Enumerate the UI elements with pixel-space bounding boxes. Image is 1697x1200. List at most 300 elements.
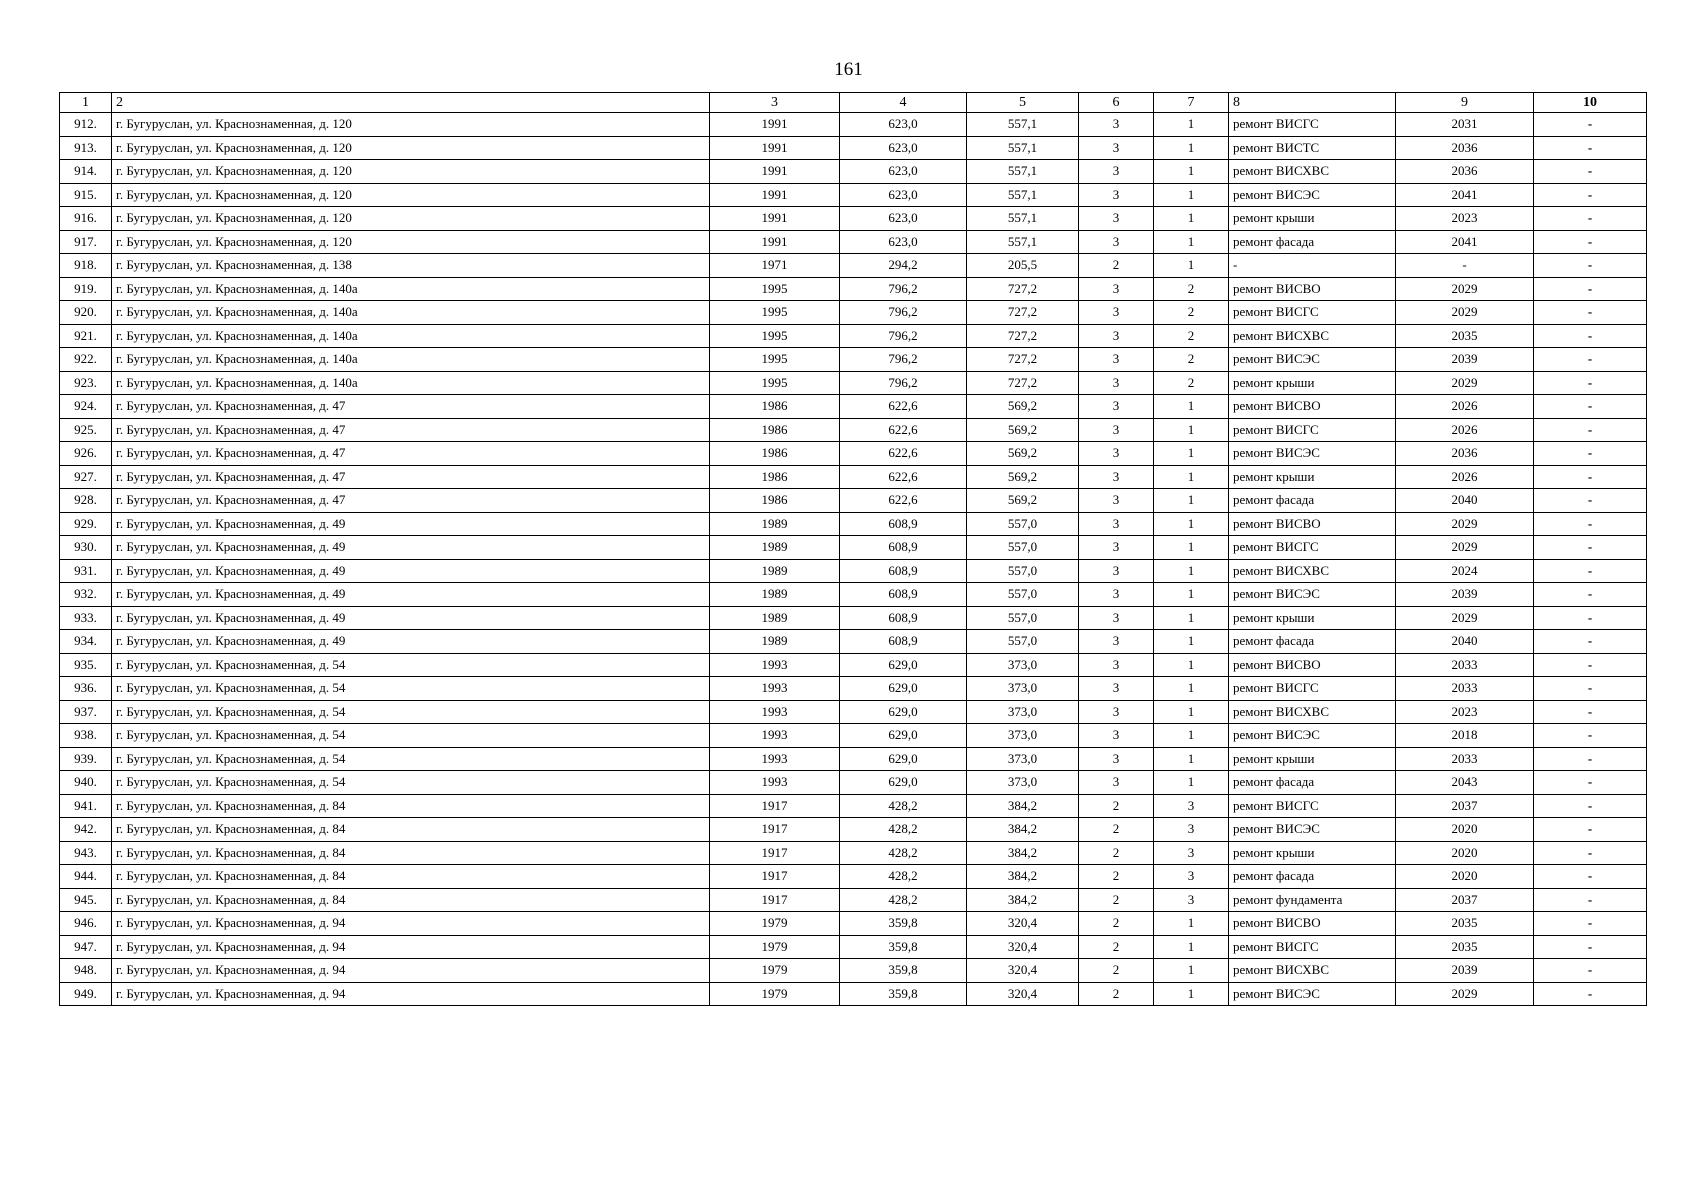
work-type-cell: ремонт крыши [1229,371,1396,395]
table-row [60,771,1647,795]
table-row [60,841,1647,865]
total-area-cell: 359,8 [840,935,967,959]
year-built-cell: 1993 [710,653,840,677]
total-area-cell: 622,6 [840,442,967,466]
table-row [60,865,1647,889]
address-cell: г. Бугуруслан, ул. Краснознаменная, д. 140а [112,301,710,325]
col10-cell: - [1534,183,1647,207]
table-row [60,371,1647,395]
table-row [60,700,1647,724]
planned-year-cell: 2018 [1396,724,1534,748]
table-row [60,982,1647,1006]
year-built-cell: 1989 [710,512,840,536]
row-number-cell: 923. [60,371,112,395]
row-number-cell: 935. [60,653,112,677]
entrances-cell: 2 [1154,277,1229,301]
work-type-cell: ремонт ВИСГС [1229,677,1396,701]
planned-year-cell: 2039 [1396,583,1534,607]
col10-cell: - [1534,113,1647,137]
row-number-cell: 930. [60,536,112,560]
col10-cell: - [1534,136,1647,160]
col10-cell: - [1534,606,1647,630]
living-area-cell: 373,0 [967,700,1079,724]
planned-year-cell: 2029 [1396,606,1534,630]
table-row [60,442,1647,466]
year-built-cell: 1979 [710,959,840,983]
address-cell: г. Бугуруслан, ул. Краснознаменная, д. 84 [112,794,710,818]
planned-year-cell: 2029 [1396,536,1534,560]
planned-year-cell: 2020 [1396,841,1534,865]
header-cell-col-planned-year: 9 [1396,93,1534,113]
entrances-cell: 2 [1154,348,1229,372]
address-cell: г. Бугуруслан, ул. Краснознаменная, д. 47 [112,418,710,442]
year-built-cell: 1993 [710,724,840,748]
total-area-cell: 428,2 [840,818,967,842]
col10-cell: - [1534,653,1647,677]
header-cell-col-floors: 6 [1079,93,1154,113]
living-area-cell: 727,2 [967,371,1079,395]
header-cell-col-col10: 10 [1534,93,1647,113]
year-built-cell: 1989 [710,583,840,607]
floors-cell: 2 [1079,982,1154,1006]
floors-cell: 2 [1079,254,1154,278]
row-number-cell: 918. [60,254,112,278]
work-type-cell: ремонт ВИСВО [1229,512,1396,536]
work-type-cell: ремонт ВИСЭС [1229,818,1396,842]
year-built-cell: 1979 [710,912,840,936]
floors-cell: 3 [1079,207,1154,231]
total-area-cell: 796,2 [840,371,967,395]
living-area-cell: 727,2 [967,301,1079,325]
planned-year-cell: 2041 [1396,230,1534,254]
entrances-cell: 2 [1154,324,1229,348]
total-area-cell: 608,9 [840,559,967,583]
table-row [60,536,1647,560]
living-area-cell: 320,4 [967,935,1079,959]
address-cell: г. Бугуруслан, ул. Краснознаменная, д. 47 [112,395,710,419]
work-type-cell: ремонт фундамента [1229,888,1396,912]
year-built-cell: 1989 [710,559,840,583]
work-type-cell: ремонт ВИСХВС [1229,959,1396,983]
planned-year-cell: 2036 [1396,136,1534,160]
work-type-cell: ремонт ВИСТС [1229,136,1396,160]
row-number-cell: 947. [60,935,112,959]
work-type-cell: ремонт крыши [1229,606,1396,630]
row-number-cell: 934. [60,630,112,654]
work-type-cell: ремонт ВИСГС [1229,113,1396,137]
living-area-cell: 373,0 [967,771,1079,795]
floors-cell: 2 [1079,794,1154,818]
row-number-cell: 933. [60,606,112,630]
planned-year-cell: 2036 [1396,160,1534,184]
year-built-cell: 1993 [710,677,840,701]
row-number-cell: 921. [60,324,112,348]
floors-cell: 3 [1079,489,1154,513]
table-row [60,348,1647,372]
col10-cell: - [1534,418,1647,442]
row-number-cell: 928. [60,489,112,513]
entrances-cell: 3 [1154,794,1229,818]
living-area-cell: 557,0 [967,606,1079,630]
row-number-cell: 943. [60,841,112,865]
col10-cell: - [1534,254,1647,278]
header-cell-col-living-area: 5 [967,93,1079,113]
floors-cell: 3 [1079,442,1154,466]
planned-year-cell: 2037 [1396,794,1534,818]
living-area-cell: 205,5 [967,254,1079,278]
address-cell: г. Бугуруслан, ул. Краснознаменная, д. 138 [112,254,710,278]
address-cell: г. Бугуруслан, ул. Краснознаменная, д. 84 [112,865,710,889]
planned-year-cell: 2026 [1396,418,1534,442]
address-cell: г. Бугуруслан, ул. Краснознаменная, д. 54 [112,653,710,677]
planned-year-cell: 2029 [1396,512,1534,536]
row-number-cell: 915. [60,183,112,207]
total-area-cell: 359,8 [840,912,967,936]
entrances-cell: 1 [1154,912,1229,936]
floors-cell: 3 [1079,465,1154,489]
living-area-cell: 727,2 [967,277,1079,301]
work-type-cell: ремонт ВИСЭС [1229,982,1396,1006]
work-type-cell: ремонт ВИСХВС [1229,559,1396,583]
entrances-cell: 1 [1154,700,1229,724]
address-cell: г. Бугуруслан, ул. Краснознаменная, д. 140а [112,324,710,348]
year-built-cell: 1989 [710,630,840,654]
entrances-cell: 1 [1154,606,1229,630]
table-row [60,653,1647,677]
living-area-cell: 373,0 [967,747,1079,771]
row-number-cell: 917. [60,230,112,254]
col10-cell: - [1534,489,1647,513]
table-row [60,959,1647,983]
col10-cell: - [1534,818,1647,842]
table-row [60,160,1647,184]
year-built-cell: 1991 [710,113,840,137]
row-number-cell: 936. [60,677,112,701]
work-type-cell: ремонт ВИСВО [1229,653,1396,677]
total-area-cell: 359,8 [840,982,967,1006]
table-row [60,935,1647,959]
table-row [60,747,1647,771]
floors-cell: 3 [1079,512,1154,536]
living-area-cell: 384,2 [967,841,1079,865]
living-area-cell: 320,4 [967,982,1079,1006]
work-type-cell: ремонт фасада [1229,865,1396,889]
entrances-cell: 1 [1154,724,1229,748]
row-number-cell: 931. [60,559,112,583]
table-row [60,183,1647,207]
row-number-cell: 914. [60,160,112,184]
address-cell: г. Бугуруслан, ул. Краснознаменная, д. 120 [112,207,710,231]
total-area-cell: 608,9 [840,512,967,536]
living-area-cell: 373,0 [967,653,1079,677]
living-area-cell: 557,0 [967,536,1079,560]
work-type-cell: ремонт крыши [1229,465,1396,489]
col10-cell: - [1534,160,1647,184]
work-type-cell: ремонт ВИСХВС [1229,160,1396,184]
row-number-cell: 927. [60,465,112,489]
address-cell: г. Бугуруслан, ул. Краснознаменная, д. 140а [112,348,710,372]
floors-cell: 3 [1079,230,1154,254]
address-cell: г. Бугуруслан, ул. Краснознаменная, д. 49 [112,512,710,536]
address-cell: г. Бугуруслан, ул. Краснознаменная, д. 47 [112,465,710,489]
entrances-cell: 1 [1154,959,1229,983]
planned-year-cell: 2043 [1396,771,1534,795]
work-type-cell: ремонт ВИСГС [1229,794,1396,818]
col10-cell: - [1534,771,1647,795]
year-built-cell: 1995 [710,277,840,301]
total-area-cell: 629,0 [840,677,967,701]
entrances-cell: 2 [1154,301,1229,325]
floors-cell: 2 [1079,912,1154,936]
entrances-cell: 1 [1154,113,1229,137]
entrances-cell: 1 [1154,254,1229,278]
year-built-cell: 1991 [710,230,840,254]
table-row [60,418,1647,442]
entrances-cell: 1 [1154,653,1229,677]
total-area-cell: 629,0 [840,653,967,677]
floors-cell: 2 [1079,841,1154,865]
address-cell: г. Бугуруслан, ул. Краснознаменная, д. 47 [112,489,710,513]
living-area-cell: 557,0 [967,512,1079,536]
planned-year-cell: - [1396,254,1534,278]
floors-cell: 3 [1079,583,1154,607]
living-area-cell: 727,2 [967,348,1079,372]
planned-year-cell: 2026 [1396,465,1534,489]
address-cell: г. Бугуруслан, ул. Краснознаменная, д. 49 [112,606,710,630]
planned-year-cell: 2029 [1396,982,1534,1006]
living-area-cell: 557,1 [967,207,1079,231]
floors-cell: 3 [1079,160,1154,184]
total-area-cell: 796,2 [840,277,967,301]
col10-cell: - [1534,700,1647,724]
col10-cell: - [1534,371,1647,395]
col10-cell: - [1534,559,1647,583]
table-row [60,395,1647,419]
floors-cell: 3 [1079,136,1154,160]
living-area-cell: 557,1 [967,113,1079,137]
address-cell: г. Бугуруслан, ул. Краснознаменная, д. 94 [112,982,710,1006]
total-area-cell: 622,6 [840,418,967,442]
address-cell: г. Бугуруслан, ул. Краснознаменная, д. 84 [112,818,710,842]
row-number-cell: 941. [60,794,112,818]
living-area-cell: 557,0 [967,559,1079,583]
table-row [60,465,1647,489]
year-built-cell: 1995 [710,301,840,325]
table-row [60,583,1647,607]
work-type-cell: ремонт ВИСВО [1229,912,1396,936]
floors-cell: 2 [1079,959,1154,983]
total-area-cell: 623,0 [840,113,967,137]
col10-cell: - [1534,512,1647,536]
living-area-cell: 557,0 [967,583,1079,607]
total-area-cell: 622,6 [840,395,967,419]
planned-year-cell: 2026 [1396,395,1534,419]
total-area-cell: 623,0 [840,207,967,231]
entrances-cell: 3 [1154,865,1229,889]
planned-year-cell: 2040 [1396,489,1534,513]
table-header-row [60,93,1647,113]
total-area-cell: 428,2 [840,865,967,889]
floors-cell: 3 [1079,113,1154,137]
work-type-cell: ремонт ВИСЭС [1229,442,1396,466]
floors-cell: 2 [1079,888,1154,912]
address-cell: г. Бугуруслан, ул. Краснознаменная, д. 54 [112,677,710,701]
col10-cell: - [1534,747,1647,771]
living-area-cell: 557,1 [967,230,1079,254]
entrances-cell: 1 [1154,559,1229,583]
floors-cell: 2 [1079,935,1154,959]
work-type-cell: ремонт ВИСВО [1229,395,1396,419]
total-area-cell: 623,0 [840,230,967,254]
planned-year-cell: 2035 [1396,912,1534,936]
year-built-cell: 1993 [710,700,840,724]
table-row [60,230,1647,254]
table-row [60,677,1647,701]
total-area-cell: 608,9 [840,583,967,607]
floors-cell: 3 [1079,677,1154,701]
row-number-cell: 920. [60,301,112,325]
floors-cell: 3 [1079,724,1154,748]
address-cell: г. Бугуруслан, ул. Краснознаменная, д. 120 [112,136,710,160]
planned-year-cell: 2036 [1396,442,1534,466]
year-built-cell: 1993 [710,771,840,795]
year-built-cell: 1995 [710,324,840,348]
work-type-cell: ремонт ВИСЭС [1229,724,1396,748]
work-type-cell: ремонт ВИСЭС [1229,348,1396,372]
entrances-cell: 3 [1154,841,1229,865]
row-number-cell: 932. [60,583,112,607]
floors-cell: 3 [1079,324,1154,348]
floors-cell: 3 [1079,606,1154,630]
floors-cell: 3 [1079,536,1154,560]
year-built-cell: 1991 [710,160,840,184]
table-row [60,136,1647,160]
col10-cell: - [1534,442,1647,466]
entrances-cell: 1 [1154,677,1229,701]
planned-year-cell: 2020 [1396,865,1534,889]
col10-cell: - [1534,207,1647,231]
row-number-cell: 948. [60,959,112,983]
work-type-cell: ремонт ВИСГС [1229,301,1396,325]
address-cell: г. Бугуруслан, ул. Краснознаменная, д. 84 [112,841,710,865]
work-type-cell: ремонт ВИСГС [1229,935,1396,959]
entrances-cell: 1 [1154,982,1229,1006]
table-row [60,207,1647,231]
work-type-cell: ремонт ВИСГС [1229,536,1396,560]
row-number-cell: 939. [60,747,112,771]
floors-cell: 2 [1079,865,1154,889]
col10-cell: - [1534,912,1647,936]
total-area-cell: 622,6 [840,465,967,489]
table-row [60,277,1647,301]
header-cell-col-total-area: 4 [840,93,967,113]
col10-cell: - [1534,935,1647,959]
floors-cell: 3 [1079,348,1154,372]
year-built-cell: 1986 [710,418,840,442]
col10-cell: - [1534,324,1647,348]
address-cell: г. Бугуруслан, ул. Краснознаменная, д. 120 [112,230,710,254]
work-type-cell: ремонт крыши [1229,747,1396,771]
col10-cell: - [1534,794,1647,818]
row-number-cell: 945. [60,888,112,912]
entrances-cell: 1 [1154,442,1229,466]
year-built-cell: 1917 [710,818,840,842]
planned-year-cell: 2024 [1396,559,1534,583]
total-area-cell: 428,2 [840,794,967,818]
living-area-cell: 384,2 [967,818,1079,842]
year-built-cell: 1986 [710,489,840,513]
year-built-cell: 1971 [710,254,840,278]
work-type-cell: ремонт ВИСХВС [1229,324,1396,348]
address-cell: г. Бугуруслан, ул. Краснознаменная, д. 140а [112,371,710,395]
total-area-cell: 796,2 [840,324,967,348]
planned-year-cell: 2039 [1396,959,1534,983]
col10-cell: - [1534,277,1647,301]
col10-cell: - [1534,301,1647,325]
table-row [60,559,1647,583]
planned-year-cell: 2023 [1396,207,1534,231]
header-cell-col-work-type: 8 [1229,93,1396,113]
row-number-cell: 942. [60,818,112,842]
total-area-cell: 294,2 [840,254,967,278]
row-number-cell: 913. [60,136,112,160]
work-type-cell: ремонт ВИСЭС [1229,583,1396,607]
address-cell: г. Бугуруслан, ул. Краснознаменная, д. 54 [112,724,710,748]
total-area-cell: 623,0 [840,136,967,160]
table-row [60,489,1647,513]
floors-cell: 3 [1079,418,1154,442]
entrances-cell: 1 [1154,630,1229,654]
table-body [60,93,1647,1006]
table-row [60,888,1647,912]
year-built-cell: 1917 [710,841,840,865]
row-number-cell: 919. [60,277,112,301]
planned-year-cell: 2029 [1396,301,1534,325]
living-area-cell: 384,2 [967,794,1079,818]
total-area-cell: 608,9 [840,606,967,630]
row-number-cell: 926. [60,442,112,466]
total-area-cell: 629,0 [840,700,967,724]
total-area-cell: 428,2 [840,888,967,912]
col10-cell: - [1534,982,1647,1006]
year-built-cell: 1979 [710,982,840,1006]
living-area-cell: 384,2 [967,888,1079,912]
row-number-cell: 949. [60,982,112,1006]
row-number-cell: 944. [60,865,112,889]
year-built-cell: 1989 [710,536,840,560]
total-area-cell: 359,8 [840,959,967,983]
work-type-cell: ремонт крыши [1229,841,1396,865]
floors-cell: 3 [1079,277,1154,301]
living-area-cell: 373,0 [967,677,1079,701]
address-cell: г. Бугуруслан, ул. Краснознаменная, д. 49 [112,559,710,583]
floors-cell: 3 [1079,747,1154,771]
work-type-cell: ремонт фасада [1229,630,1396,654]
address-cell: г. Бугуруслан, ул. Краснознаменная, д. 94 [112,959,710,983]
header-cell-col-entrances: 7 [1154,93,1229,113]
year-built-cell: 1989 [710,606,840,630]
table-row [60,512,1647,536]
planned-year-cell: 2035 [1396,324,1534,348]
address-cell: г. Бугуруслан, ул. Краснознаменная, д. 54 [112,700,710,724]
entrances-cell: 1 [1154,747,1229,771]
entrances-cell: 1 [1154,160,1229,184]
year-built-cell: 1993 [710,747,840,771]
header-cell-col-year: 3 [710,93,840,113]
year-built-cell: 1979 [710,935,840,959]
row-number-cell: 937. [60,700,112,724]
living-area-cell: 569,2 [967,465,1079,489]
